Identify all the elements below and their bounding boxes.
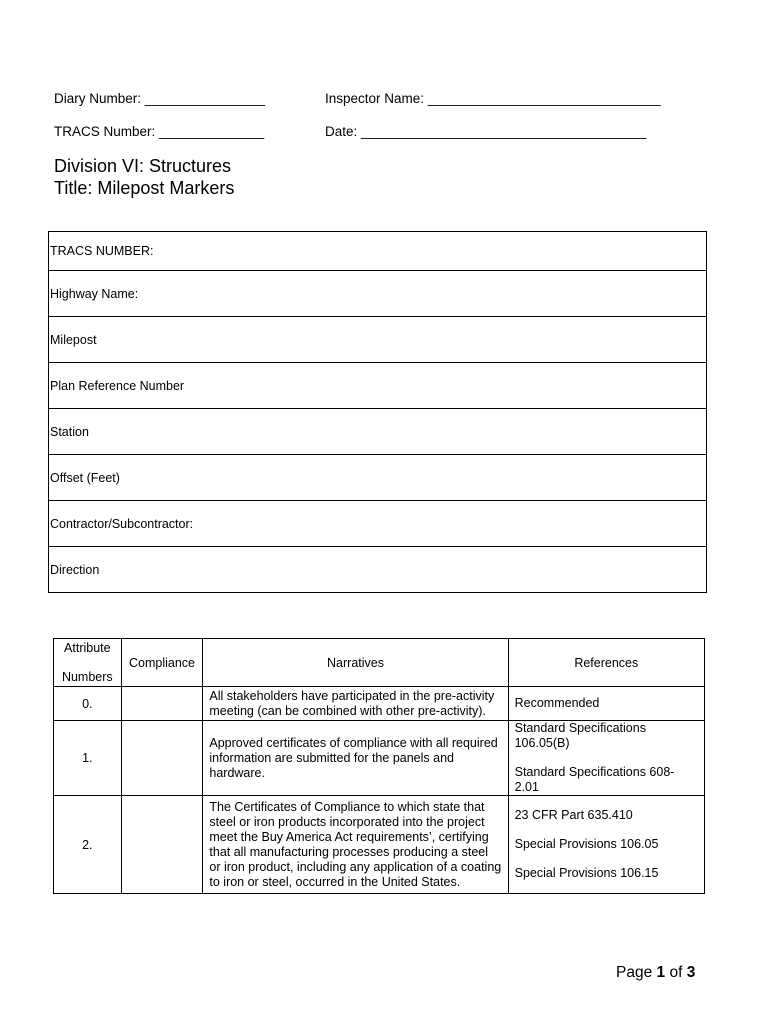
table-row	[49, 455, 707, 501]
project-info-table	[48, 231, 707, 593]
info-field-label: Station	[49, 409, 707, 455]
table-row	[49, 363, 707, 409]
info-field-label: Direction	[49, 547, 707, 593]
reference-item: 23 CFR Part 635.410	[514, 808, 633, 822]
date-field: Date: ______________________________________	[325, 124, 647, 139]
compliance-header: Compliance	[121, 639, 203, 687]
tracs-number-field: TRACS Number: ______________	[54, 124, 265, 139]
diary-number-field: Diary Number: ________________	[54, 91, 265, 106]
table-row	[54, 687, 705, 721]
table-row	[49, 547, 707, 593]
info-field-label: TRACS NUMBER:	[49, 232, 707, 271]
attribute-header-line1: Attribute	[64, 640, 111, 655]
table-row	[54, 796, 705, 894]
document-title: Title: Milepost Markers	[54, 178, 235, 198]
info-field-label: Plan Reference Number	[49, 363, 707, 409]
attribute-number: 1.	[54, 721, 122, 796]
attribute-number: 0.	[54, 687, 122, 721]
page-total: 3	[686, 964, 696, 981]
table-row	[49, 232, 707, 271]
compliance-cell[interactable]	[121, 796, 203, 894]
references-cell	[508, 796, 704, 894]
page-current: 1	[656, 964, 666, 981]
info-field-label: Contractor/Subcontractor:	[49, 501, 707, 547]
inspector-name-field: Inspector Name: _______________________________	[325, 91, 661, 106]
info-field-label: Milepost	[49, 317, 707, 363]
narrative-cell: All stakeholders have participated in the pre-activity meeting (can be combined with other pre-activity).	[203, 687, 508, 721]
attribute-table	[53, 638, 705, 894]
table-row	[49, 271, 707, 317]
info-field-label: Offset (Feet)	[49, 455, 707, 501]
table-row	[49, 409, 707, 455]
table-header-row	[54, 639, 705, 687]
table-row	[49, 501, 707, 547]
reference-item: Special Provisions 106.15	[514, 866, 659, 880]
attribute-header-line2: Numbers	[61, 669, 113, 684]
reference-item: Standard Specifications 106.05(B)	[514, 721, 646, 750]
page-label: Page	[616, 964, 653, 981]
attribute-number: 2.	[54, 796, 122, 894]
page-indicator	[616, 964, 695, 982]
reference-item: Recommended	[514, 696, 600, 710]
compliance-cell[interactable]	[121, 687, 203, 721]
info-field-label: Highway Name:	[49, 271, 707, 317]
table-row	[54, 721, 705, 796]
references-cell	[508, 721, 704, 796]
references-header: References	[508, 639, 704, 687]
reference-item: Standard Specifications 608-2.01	[514, 765, 675, 794]
compliance-cell[interactable]	[121, 721, 203, 796]
narratives-header: Narratives	[203, 639, 508, 687]
references-cell	[508, 687, 704, 721]
page-of: of	[669, 964, 683, 981]
reference-item: Special Provisions 106.05	[514, 837, 659, 851]
attribute-numbers-header	[54, 639, 122, 687]
narrative-cell: Approved certificates of compliance with all required information are submitted for the panels and hardware.	[203, 721, 508, 796]
table-row	[49, 317, 707, 363]
narrative-cell: The Certificates of Compliance to which state that steel or iron products incorporated into the project meet the Buy America Act requirements’, certifying that all manufacturing processes producing a steel or iron product, including any application of a coating to iron or steel, occurred in the United States.	[203, 796, 508, 894]
division-title: Division VI: Structures	[54, 156, 232, 176]
